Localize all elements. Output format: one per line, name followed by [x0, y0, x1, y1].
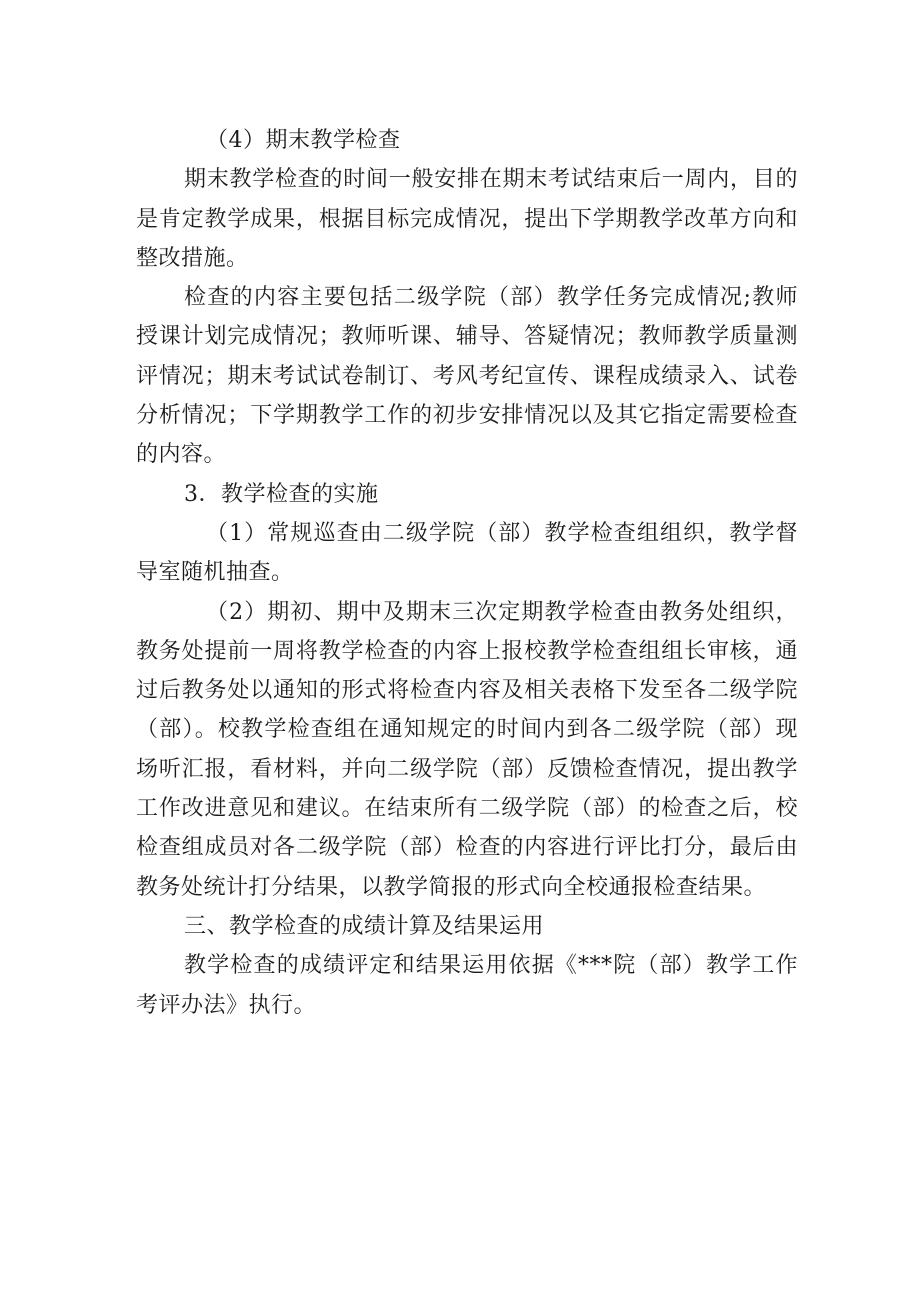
section-heading-check-implementation: 3．教学检查的实施 — [184, 481, 379, 507]
subsection-heading-final-exam-check: （4）期末教学检查 — [206, 128, 401, 153]
paragraph-periodic-inspection: （2）期初、期中及期末三次定期教学检查由教务处组织，教务处提前一周将教学检查的内容上报校教学检查组组长审核，通过后教务处以通知的形式将检查内容及相关表格下发至各二级学院（部）。校教学检查组在通知规定的时间内到各二级学院（部）现场听汇报，看材料，并向二级学院（部）反馈检查情况，提出教学工作改进意见和建议。在结束所有二级学院（部）的检查之后，校检查组成员对各二级学院（部）检查的内容进行评比打分，最后由教务处统计打分结果，以教学简报的形式向全校通报检查结果。 — [136, 599, 798, 900]
paragraph-scoring-basis: 教学检查的成绩评定和结果运用依据《***院（部）教学工作考评办法》执行。 — [136, 953, 798, 1018]
chapter-heading-scoring-and-results: 三、教学检查的成绩计算及结果运用 — [184, 913, 545, 939]
paragraph-check-contents: 检查的内容主要包括二级学院（部）教学任务完成情况;教师授课计划完成情况；教师听课、辅导、答疑情况；教师教学质量测评情况；期末考试试卷制订、考风考纪宣传、课程成绩录入、试卷分析情况；下学期教学工作的初步安排情况以及其它指定需要检查的内容。 — [136, 285, 798, 468]
paragraph-final-check-timing: 期末教学检查的时间一般安排在期末考试结束后一周内，目的是肯定教学成果，根据目标完成情况，提出下学期教学改革方向和整改措施。 — [136, 167, 798, 271]
paragraph-routine-inspection: （1）常规巡查由二级学院（部）教学检查组组织，教学督导室随机抽查。 — [136, 520, 798, 586]
document-body — [136, 121, 798, 1025]
